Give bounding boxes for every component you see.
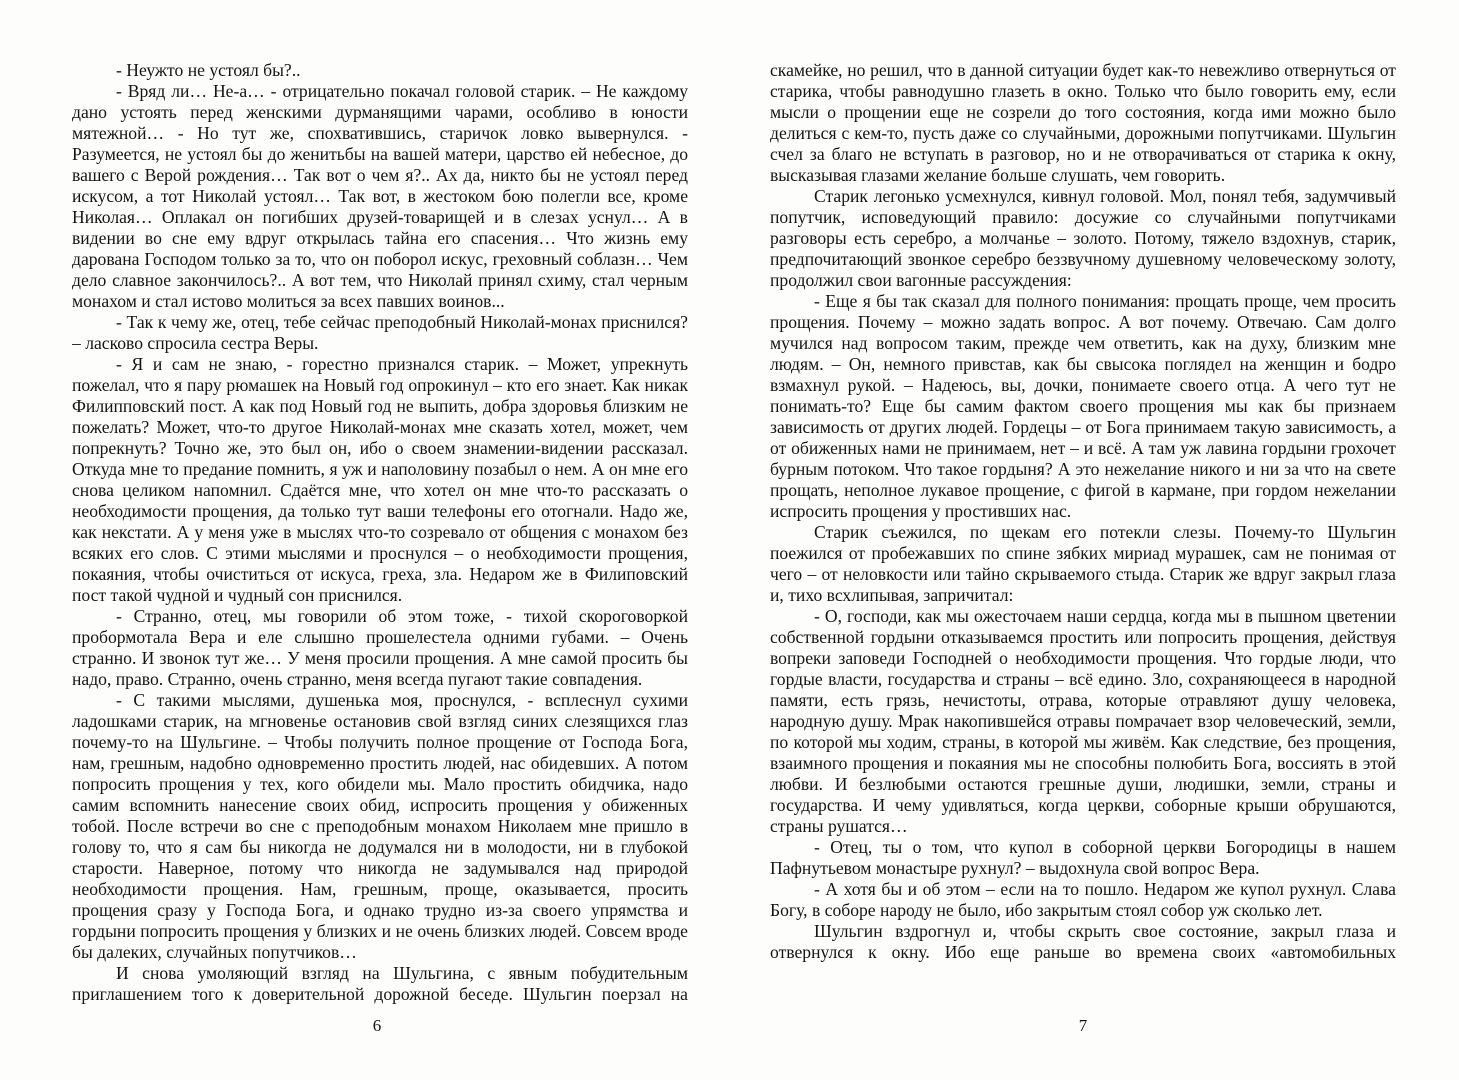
paragraph: - Вряд ли… Не-а… - отрицательно покачал головой старик. – Не каждому дано устоять перед женскими дурманящими чарами, особливо в юности мятежной… - Но тут же, спохватившись, старичок ловко вывернулся. - Разумеется, не устоял бы до женитьбы на вашей матери, царство ей небесное, до вашего с Верой рождения… Так вот о чем я?.. Ах да, никто бы не устоял перед искусом, а тот Николай устоял… Так вот, в жестоком бою полегли все, кроме Николая… Оплакал он погибших друзей-товарищей и в слезах уснул… А в видении во сне ему вдруг открылась тайна его спасения… Что жизнь ему дарована Господом только за то, что он поборол искус, греховный соблазн… Чем дело славное закончилось?.. А вот тем, что Николай принял схиму, стал черным монахом и стал истово молиться за всех павших воинов... — [72, 81, 688, 311]
right-page-text — [770, 60, 1396, 1020]
paragraph: - Странно, отец, мы говорили об этом тоже, - тихой скороговоркой пробормотала Вера и еле слышно прошелестела одними губами. – Очень странно. И звонок тут же… У меня просили прощения. А мне самой просить бы надо, право. Странно, очень странно, меня всегда пугают такие совпадения. — [72, 606, 688, 689]
paragraph: - Я и сам не знаю, - горестно признался старик. – Может, упрекнуть пожелал, что я пару рюмашек на Новый год опрокинул – кто его знает. Как никак Филипповский пост. А как под Новый год не выпить, добра здоровья близким не пожелать? Может, что-то другое Николай-монах мне сказать хотел, может, чем попрекнуть? Точно же, это был он, ибо о своем знамении-видении рассказал. Откуда мне то предание помнить, я уж и наполовину позабыл о нем. А он мне его снова целиком напомнил. Сдаётся мне, что хотел он мне что-то рассказать о необходимости прощения, да только тут ваши телефоны его отогнали. Надо же, как некстати. А у меня уже в мыслях что-то созревало от общения с монахом без всяких его слов. С этими мыслями и проснулся – о необходимости прощения, покаяния, чтобы очиститься от искуса, греха, зла. Недаром же в Филиповский пост такой чудной и чудный сон приснился. — [72, 354, 688, 605]
paragraph: - Так к чему же, отец, тебе сейчас преподобный Николай-монах приснился? – ласково спросила сестра Веры. — [72, 312, 688, 353]
left-page-text — [72, 60, 688, 1020]
paragraph: - О, господи, как мы ожесточаем наши сердца, когда мы в пышном цветении собственной гордыни отказываемся простить или попросить прощения, действуя вопреки заповеди Господней о необходимости прощения. Что гордые люди, что гордые власти, государства и страны – всё едино. Зло, сохраняющееся в народной памяти, есть грязь, нечистоты, отрава, которые отравляют душу человека, народную душу. Мрак накопившейся отравы помрачает взор человеческий, земли, по которой мы ходим, страны, в которой мы живём. Как следствие, без прощения, взаимного прощения и покаяния мы не способны полюбить Бога, воссиять в этой любви. И безлюбыми остаются грешные души, людишки, земли, страны и государства. И чему удивляться, когда церкви, соборные крыши обрушаются, страны рушатся… — [770, 606, 1396, 836]
paragraph: - Неужто не устоял бы?.. — [116, 60, 301, 80]
page-number-right: 7 — [1078, 1016, 1088, 1035]
paragraph: - Еще я бы так сказал для полного понимания: прощать проще, чем просить прощения. Почему – можно задать вопрос. А вот почему. Отвечаю. Сам долго мучился над вопросом таким, прежде чем ответить, как на духу, близким мне людям. – Он, немного привстав, как бы свысока поглядел на женщин и бодро взмахнул рукой. – Надеюсь, вы, дочки, понимаете своего отца. А чего тут не понимать-то? Еще бы самим фактом своего прощения мы как бы признаем зависимость от других людей. Гордецы – от Бога принимаем такую зависимость, а от обиженных нами не принимаем, нет – и всё. А там уж лавина гордыни грохочет бурным потоком. Что такое гордыня? А это нежелание никого и ни за что на свете прощать, неполное лукавое прощение, с фигой в кармане, при гордом нежелании испросить прощения у простивших нас. — [770, 291, 1396, 521]
paragraph: - А хотя бы и об этом – если на то пошло. Недаром же купол рухнул. Слава Богу, в соборе народу не было, ибо закрытым стоял собор уж сколько лет. — [770, 879, 1396, 920]
paragraph: - С такими мыслями, душенька моя, проснулся, - всплеснул сухими ладошками старик, на мгновенье остановив свой взгляд синих слезящихся глаз почему-то на Шульгине. – Чтобы получить полное прощение от Господа Бога, нам, грешным, надобно одновременно простить людей, нас обидевших. А потом попросить прощения у тех, кого обидели мы. Мало простить обидчика, надо самим вспомнить нанесение своих обид, испросить прощения у обиженных тобой. После встречи во сне с преподобным монахом Николаем мне пришло в голову то, что я сам бы никогда не додумался ни в молодости, ни в глубокой старости. Наверное, потому что никогда не задумывался над природой необходимости прощения. Нам, грешным, проще, оказывается, просить прощения сразу у Господа Бога, и однако трудно из-за своего упрямства и гордыни попросить прощения у близких и не очень близких людей. Совсем вроде бы далеких, случайных попутчиков… — [72, 690, 688, 962]
paragraph: Шульгин вздрогнул и, чтобы скрыть свое состояние, закрыл глаза и отвернулся к окну. Ибо еще раньше во времена своих «автомобильных — [770, 921, 1396, 962]
paragraph: И снова умоляющий взгляд на Шульгина, с явным побудительным приглашением того к доверительной дорожной беседе. Шульгин поерзал на — [72, 963, 688, 1004]
page-number-left: 6 — [372, 1016, 382, 1035]
paragraph: скамейке, но решил, что в данной ситуации будет как-то невежливо отвернуться от старика, чтобы равнодушно глазеть в окно. Только что было говорить ему, если мысли о прощении еще не созрели до того состояния, когда ими можно было делиться с кем-то, пусть даже со случайными, дорожными попутчиками. Шульгин счел за благо не вступать в разговор, но и не отворачиваться от старика к окну, высказывая глазами желание больше слушать, чем говорить. — [770, 60, 1396, 185]
paragraph: Старик съежился, по щекам его потекли слезы. Почему-то Шульгин поежился от пробежавших по спине зябких мириад мурашек, сам не понимая от чего – от неловкости или тайно скрываемого стыда. Старик же вдруг закрыл глаза и, тихо всхлипывая, запричитал: — [770, 522, 1396, 605]
paragraph: - Отец, ты о том, что купол в соборной церкви Богородицы в нашем Пафнутьевом монастыре рухнул? – выдохнула свой вопрос Вера. — [770, 837, 1396, 878]
paragraph: Старик легонько усмехнулся, кивнул головой. Мол, понял тебя, задумчивый попутчик, исповедующий правило: досужие со случайными попутчиками разговоры есть серебро, а молчанье – золото. Потому, тяжело вздохнув, старик, предпочитающий звонкое серебро беззвучному душевному человеческому золоту, продолжил свои вагонные рассуждения: — [770, 186, 1396, 290]
